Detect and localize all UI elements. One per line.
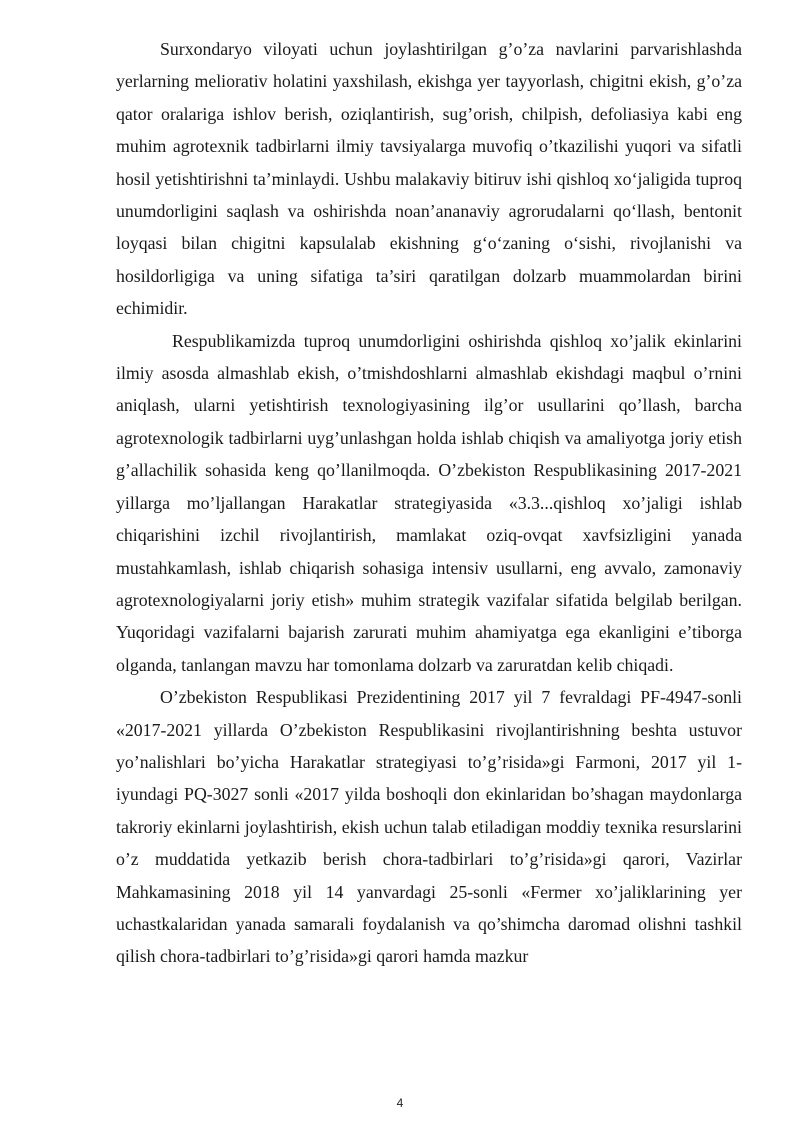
paragraph-2: Respublikamizda tuproq unumdorligini oshirishda qishloq xo’jalik ekinlarini ilmiy asosda almashlab ekish, o’tmishdoshlarni almashlab ekishdagi maqbul o’rnini aniqlash, ularni yetishtirish texnologiyasining ilg’or usullarini qo’llash, barcha agrotexnologik tadbirlarni uyg’unlashgan holda ishlab chiqish va amaliyotga joriy etish g’allachilik sohasida keng qo’llanilmoqda. O’zbekiston Respublikasining 2017-2021 yillarga mo’ljallangan Harakatlar strategiyasida «3.3...qishloq xo’jaligi ishlab chiqarishini izchil rivojlantirish, mamlakat oziq-ovqat xavfsizligini yanada mustahkamlash, ishlab chiqarish sohasiga intensiv usullarni, eng avvalo, zamonaviy agrotexnologiyalarni joriy etish» muhim strategik vazifalar sifatida belgilab berilgan. Yuqoridagi vazifalarni bajarish zarurati muhim ahamiyatga ega ekanligini e’tiborga olganda, tanlangan mavzu har tomonlama dolzarb va zaruratdan kelib chiqadi.	[116, 330, 742, 675]
paragraph-1: Surxondaryo viloyati uchun joylashtirilgan g’o’za navlarini parvarishlashda yerlarning meliorativ holatini yaxshilash, ekishga yer tayyorlash, chigitni ekish, g’o’za qator oralariga ishlov berish, oziqlantirish, sug’orish, chilpish, defoliasiya kabi eng muhim agrotexnik tadbirlarni ilmiy tavsiyalarga muvofiq o’tkazilishi yuqori va sifatli hosil yetishtirishni ta’minlaydi. Ushbu malakaviy bitiruv ishi qishloq xo‘jaligida tuproq unumdorligini saqlash va oshirishda noan’ananaviy agrorudalarni qo‘llash, bentonit loyqasi bilan chigitni kapsulalab ekishning g‘o‘zaning o‘sishi, rivojlanishi va hosildorligiga va uning sifatiga ta’siri qaratilgan dolzarb muammolardan birini echimidir.	[116, 39, 742, 319]
page-number: 4	[396, 1096, 404, 1110]
paragraph-3: O’zbekiston Respublikasi Prezidentining 2017 yil 7 fevraldagi PF-4947-sonli «2017-2021 yillarda O’zbekiston Respublikasini rivojlantirishning beshta ustuvor yo’nalishlari bo’yicha Harakatlar strategiyasi to’g’risida»gi Farmoni, 2017 yil 1-iyundagi PQ-3027 sonli «2017 yilda boshoqli don ekinlaridan bo’shagan maydonlarga takroriy ekinlarni joylashtirish, ekish uchun talab etiladigan moddiy texnika resurslarini o’z muddatida yetkazib berish chora-tadbirlari to’g’risida»gi qarori, Vazirlar Mahkamasining 2018 yil 14 yanvardagi 25-sonli «Fermer xo’jaliklarining yer uchastkalaridan yanada samarali foydalanish va qo’shimcha daromad olishni tashkil qilish chora-tadbirlari to’g’risida»gi qarori hamda mazkur	[116, 687, 742, 967]
body-text	[116, 33, 742, 973]
